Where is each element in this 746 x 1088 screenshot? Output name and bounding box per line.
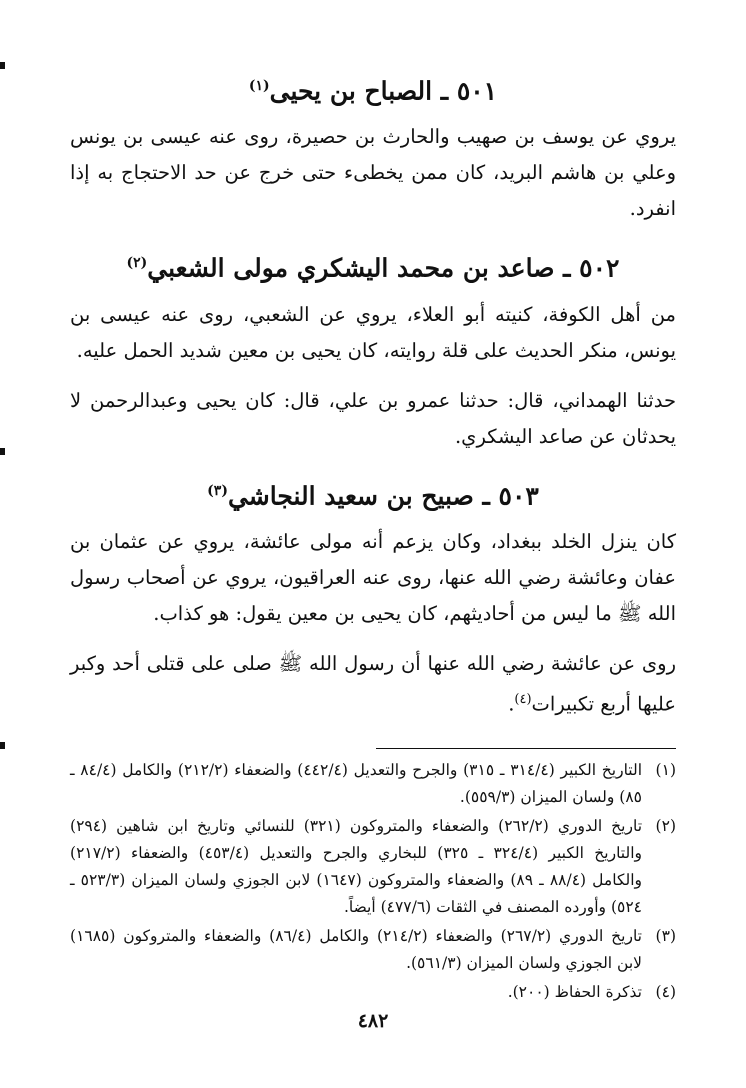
footnote-number: (٣)	[655, 927, 676, 946]
footnote-text: تذكرة الحفاظ (٢٠٠).	[507, 983, 642, 1002]
page-number: ٤٨٢	[357, 1010, 389, 1032]
footnote	[70, 923, 676, 977]
footnotes-list	[70, 757, 676, 1006]
entry-paragraph: حدثنا الهمداني، قال: حدثنا عمرو بن علي، قال: كان يحيى وعبدالرحمن لا يحدثان عن صاعد اليشكري.	[70, 388, 676, 448]
footnote-number: (٢)	[655, 817, 676, 836]
entry-heading: ٥٠٣ ـ صبيح بن سعيد النجاشي$^{(٣)}$	[207, 480, 539, 510]
footnote-number: (٤)	[655, 983, 676, 1002]
footnote-divider	[376, 748, 676, 749]
footnote-text: تاريخ الدوري (٢٦٢/٢) والضعفاء والمتروكون (٣٢١) للنسائي وتاريخ ابن شاهين (٢٩٤) والتاريخ الكبير (٣٢٤/٤ ـ ٣٢٥) للبخاري والجرح والتعديل (٤٥٣/٤) والضعفاء (٢١٧/٢) والكامل (٨٨/٤ ـ ٨٩) والضعفاء والمتروكون (١٦٤٧) لابن الجوزي ولسان الميزان (٥٢٣/٣ ـ ٥٢٤) وأورده المصنف في الثقات (٤٧٧/٦) أيضاً.	[70, 817, 643, 917]
footnote	[70, 813, 676, 921]
scan-edge-mark	[0, 448, 5, 455]
footnote-number: (١)	[655, 761, 676, 780]
entry-501	[70, 66, 676, 227]
entry-paragraph: كان ينزل الخلد ببغداد، وكان يزعم أنه مولى عائشة، يروي عن عثمان بن عفان وعائشة رضي الله عنها، روى عنه العراقيون، يروي عن أصحاب رسول الله ﷺ ما ليس من أحاديثهم، كان يحيى بن معين يقول: هو كذاب.	[70, 529, 676, 625]
footnote-text: تاريخ الدوري (٢٦٧/٢) والضعفاء (٢١٤/٢) والكامل (٨٦/٤) والضعفاء والمتروكون (١٦٨٥) لابن الجوزي ولسان الميزان (٥٦١/٣).	[70, 927, 643, 973]
entry-paragraph: يروي عن يوسف بن صهيب والحارث بن حصيرة، روى عنه عيسى بن يونس وعلي بن هاشم البريد، كان ممن يخطىء حتى خرج عن حد الاحتجاج به إذا انفرد.	[70, 125, 676, 221]
scan-edge-mark	[0, 62, 5, 69]
entry-paragraph: من أهل الكوفة، كنيته أبو العلاء، يروي عن الشعبي، روى عنه عيسى بن يونس، منكر الحديث على قلة روايته، كان يحيى بن معين شديد الحمل عليه.	[70, 302, 676, 362]
footnote-ref[interactable]: (١)	[248, 78, 270, 94]
entry-503	[70, 471, 676, 723]
scan-edge-mark	[0, 742, 5, 749]
entry-heading: ٥٠٢ ـ صاعد بن محمد اليشكري مولى الشعبي$^{(٢)}$	[126, 253, 620, 283]
footnote-ref[interactable]: (٣)	[207, 482, 228, 499]
footnote	[70, 757, 676, 811]
footnote-ref[interactable]: (٢)	[126, 255, 148, 272]
entry-heading: ٥٠١ ـ الصباح بن يحيى$^{(١)}$	[248, 76, 498, 106]
footnote-ref[interactable]: (٤)	[514, 691, 532, 707]
entry-502	[70, 243, 676, 454]
book-page	[70, 66, 676, 1008]
entry-paragraph: روى عن عائشة رضي الله عنها أن رسول الله ﷺ صلى على قتلى أحد وكبر عليها أربع تكبيرات$^{(٤)}$.	[70, 651, 676, 716]
footnote-text: التاريخ الكبير (٣١٤/٤ ـ ٣١٥) والجرح والتعديل (٤٤٢/٤) والضعفاء (٢١٢/٢) والكامل (٨٤/٤ ـ ٨٥) ولسان الميزان (٥٥٩/٣).	[70, 761, 643, 807]
footnote	[70, 979, 676, 1006]
